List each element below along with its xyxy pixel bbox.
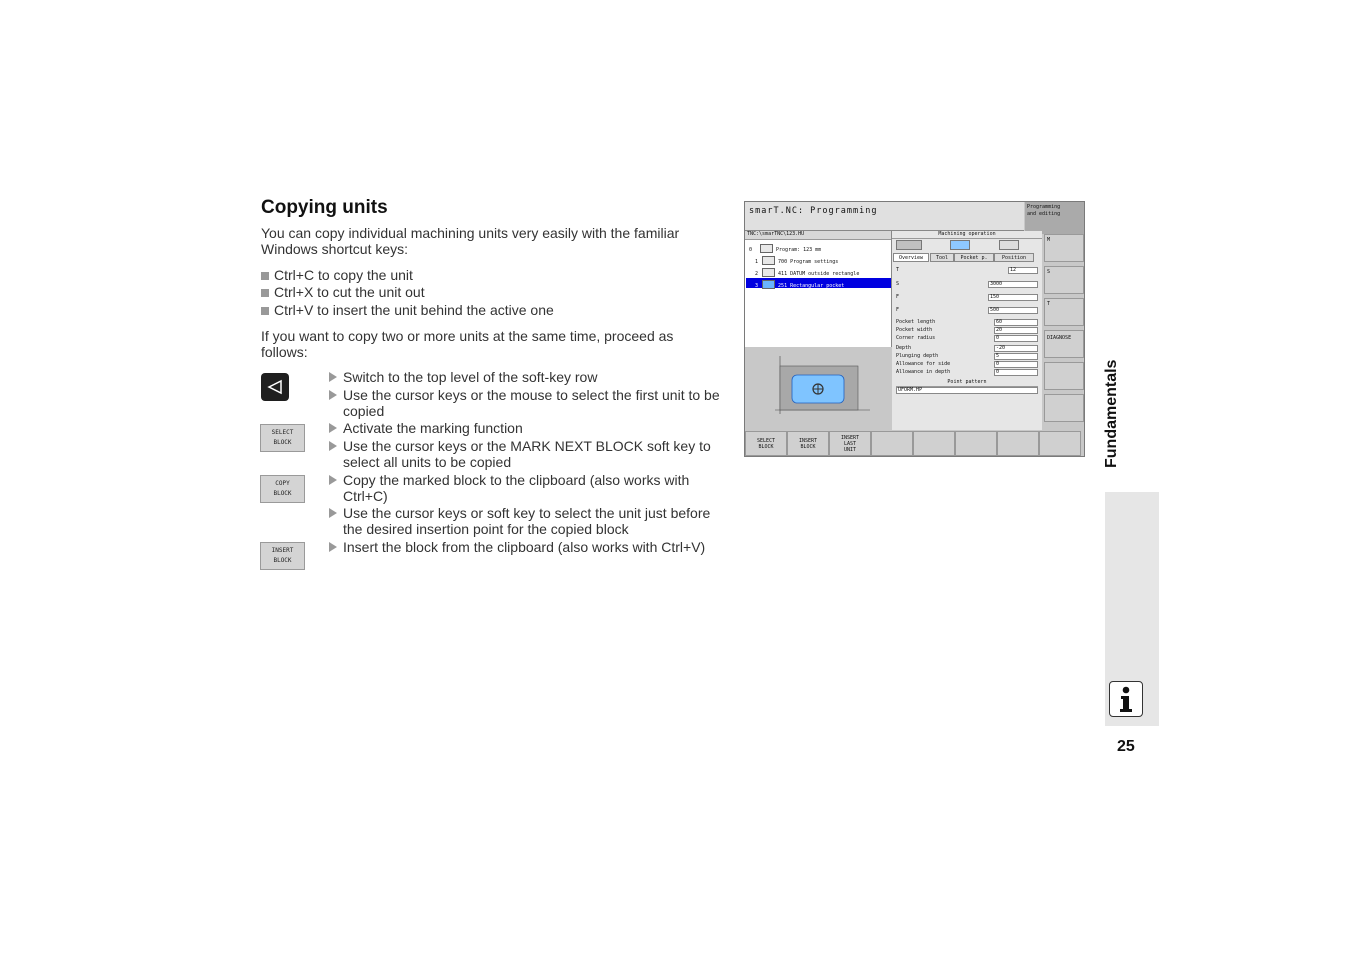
tab-tool[interactable]: Tool	[930, 253, 954, 262]
param-label: Plunging depth	[896, 353, 939, 359]
tree-row[interactable]: 0 Program: 123 mm	[746, 242, 891, 252]
plunging-depth-field[interactable]: 5	[994, 353, 1038, 360]
arrow-icon	[329, 441, 337, 451]
corner-radius-field[interactable]: 0	[994, 335, 1038, 342]
back-key-icon	[261, 373, 289, 401]
pocket-icon	[762, 280, 775, 289]
step-item: Use the cursor keys or the mouse to select the first unit to be copied	[329, 387, 724, 419]
info-icon	[1109, 681, 1143, 717]
empty-softkey[interactable]	[997, 431, 1039, 456]
param-label: F	[896, 294, 900, 300]
param-label: S	[896, 281, 900, 287]
page-title: Copying units	[261, 197, 388, 218]
multi-intro-paragraph: If you want to copy two or more units at the same time, proceed as follows:	[261, 328, 674, 360]
program-icon	[760, 244, 773, 253]
shortcut-item: Ctrl+X to cut the unit out	[261, 284, 425, 300]
screen-title-bar	[745, 202, 1024, 231]
arrow-icon	[329, 508, 337, 518]
empty-softkey[interactable]	[1044, 362, 1084, 390]
m-softkey[interactable]: M	[1044, 234, 1084, 262]
insert-last-unit-softkey[interactable]: INSERT LAST UNIT	[829, 431, 871, 456]
allowance-depth-field[interactable]: 0	[994, 369, 1038, 376]
spindle-field[interactable]: 3000	[988, 281, 1038, 288]
empty-softkey[interactable]	[913, 431, 955, 456]
page-number: 25	[1117, 738, 1135, 755]
pocket-length-field[interactable]: 60	[994, 319, 1038, 326]
tool-field[interactable]: 12	[1008, 267, 1038, 274]
allowance-side-field[interactable]: 0	[994, 361, 1038, 368]
empty-softkey[interactable]	[1039, 431, 1081, 456]
shortcut-item: Ctrl+V to insert the unit behind the active one	[261, 302, 554, 318]
step-item: Use the cursor keys or soft key to select the unit just before the desired insertion point for the copied block	[329, 505, 724, 537]
insert-block-screen-softkey[interactable]: INSERT BLOCK	[787, 431, 829, 456]
op-option-icon[interactable]	[896, 240, 922, 250]
param-label: Allowance in depth	[896, 369, 951, 375]
select-block-softkey: SELECT BLOCK	[260, 424, 305, 452]
settings-icon	[762, 256, 775, 265]
tree-row[interactable]: 1 700 Program settings	[746, 254, 891, 264]
s-softkey[interactable]: S	[1044, 266, 1084, 294]
empty-softkey[interactable]	[955, 431, 997, 456]
tree-row[interactable]: 2 411 DATUM outside rectangle	[746, 266, 891, 276]
program-tree	[745, 231, 892, 347]
step-item: Copy the marked block to the clipboard (also works with Ctrl+C)	[329, 472, 724, 504]
smartnc-screenshot	[744, 201, 1085, 457]
select-block-screen-softkey[interactable]: SELECT BLOCK	[745, 431, 787, 456]
param-label: T	[896, 267, 900, 273]
bullet-icon	[261, 307, 269, 315]
bullet-icon	[261, 272, 269, 280]
pocket-width-field[interactable]: 20	[994, 327, 1038, 334]
param-label: Corner radius	[896, 335, 936, 341]
step-item: Use the cursor keys or the MARK NEXT BLOCK soft key to select all units to be copied	[329, 438, 724, 470]
tab-pocket[interactable]: Pocket p.	[954, 253, 994, 262]
op-option-icon[interactable]	[950, 240, 970, 250]
param-label: Allowance for side	[896, 361, 951, 367]
bullet-icon	[261, 289, 269, 297]
tree-row-selected[interactable]: 3 251 Rectangular pocket	[746, 278, 891, 288]
mode-indicator: Programming and editing	[1025, 202, 1085, 234]
depth-field[interactable]: -20	[994, 345, 1038, 352]
point-pattern-title: Point pattern	[896, 379, 1038, 387]
step-item: Switch to the top level of the soft-key row	[329, 369, 724, 385]
step-item: Insert the block from the clipboard (also works with Ctrl+V)	[329, 539, 724, 555]
param-label: Pocket length	[896, 319, 936, 325]
empty-softkey[interactable]	[1044, 394, 1084, 422]
t-softkey[interactable]: T	[1044, 298, 1084, 326]
intro-paragraph: You can copy individual machining units very easily with the familiar Windows shortcut keys:	[261, 225, 680, 257]
pattern-file-field[interactable]: UFORM.HP	[896, 387, 1038, 394]
arrow-icon	[329, 475, 337, 485]
arrow-icon	[329, 372, 337, 382]
datum-icon	[762, 268, 775, 277]
feed-mill-field[interactable]: 500	[988, 307, 1038, 314]
diagnose-softkey[interactable]: DIAGNOSE	[1044, 330, 1084, 358]
step-item: Activate the marking function	[329, 420, 724, 436]
op-title: Machining operation	[892, 231, 1042, 239]
arrow-icon	[329, 423, 337, 433]
empty-softkey[interactable]	[871, 431, 913, 456]
param-label: F	[896, 307, 900, 313]
screen-title: smarT.NC: Programming	[749, 206, 878, 216]
op-option-icon[interactable]	[999, 240, 1019, 250]
shortcut-item: Ctrl+C to copy the unit	[261, 267, 413, 283]
insert-block-softkey: INSERT BLOCK	[260, 542, 305, 570]
param-label: Depth	[896, 345, 912, 351]
tab-position[interactable]: Position	[994, 253, 1034, 262]
graphic-preview	[745, 348, 891, 430]
tab-overview[interactable]: Overview	[893, 253, 929, 262]
arrow-icon	[329, 542, 337, 552]
param-label: Pocket width	[896, 327, 933, 333]
feed-plunge-field[interactable]: 150	[988, 294, 1038, 301]
copy-block-softkey: COPY BLOCK	[260, 475, 305, 503]
arrow-icon	[329, 390, 337, 400]
path-bar: TNC:\smarTNC\123.HU	[745, 231, 891, 240]
